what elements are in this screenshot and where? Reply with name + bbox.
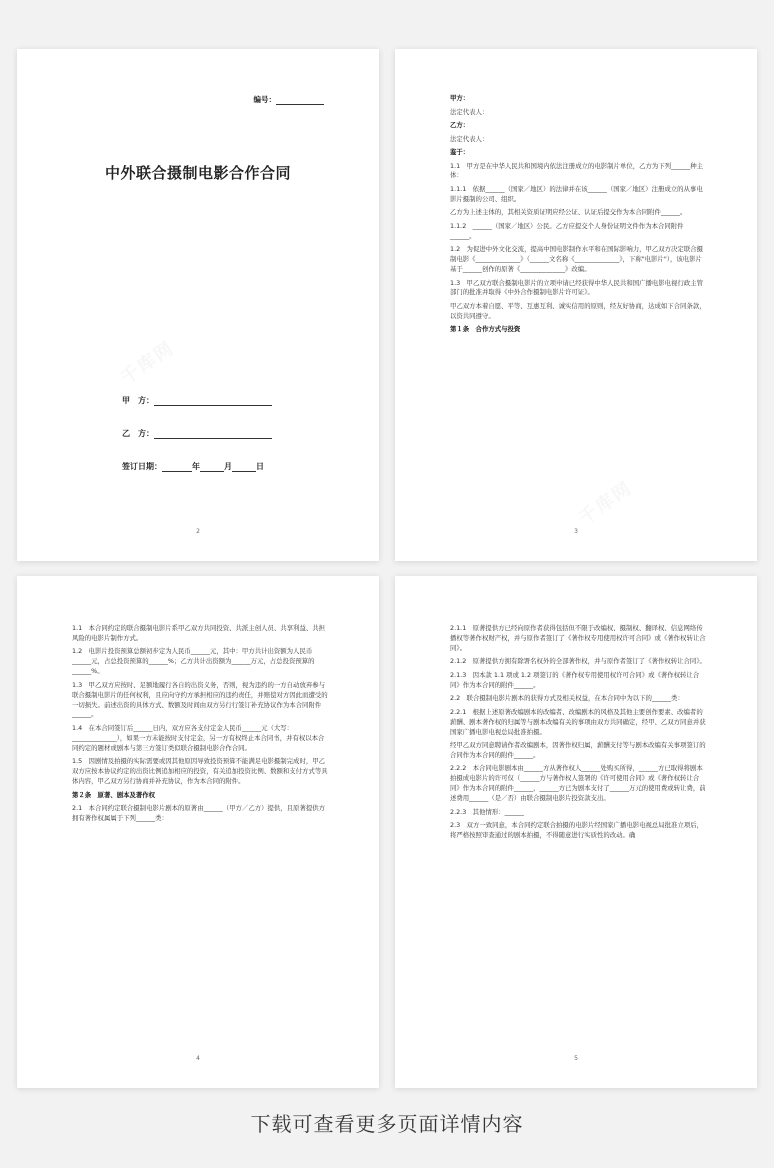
watermark <box>115 334 179 390</box>
clause-paragraph: 2.1 本合同约定联合摄制电影片剧本的原著由______（甲方／乙方）提供，且原著提供方拥有著作权属属于下列______类： <box>72 804 326 822</box>
document-title: 中外联合摄制电影合作合同 <box>105 164 292 182</box>
clause-paragraph: 1.1 本合同约定的联合摄制电影片系甲乙双方共同投资、共派主创人员、共享利益、共担风险的电影片制作方式。 <box>72 624 326 642</box>
clause-paragraph: 经甲乙双方同意聘请作者改编剧本，因著作权归属，薪酬支付等与剧本改编有关事项签订的合同作为本合同的附件______。 <box>450 741 706 759</box>
party-a-row <box>122 395 272 406</box>
section-heading: 第２条 原著、剧本及著作权 <box>72 790 156 799</box>
year-blank <box>162 471 192 472</box>
page-number: 5 <box>574 1055 578 1062</box>
section-heading: 第１条 合作方式与投资 <box>450 325 521 334</box>
section-heading: 鉴于： <box>450 148 470 156</box>
contract-number-blank <box>276 104 324 105</box>
clause-paragraph: 1.4 在本合同签订后______日内，双方应各支付定金人民币______元（大写：______________），如果一方未能按时支付定金，另一方有权终止本合同书，并有权以本合同约定的题材或剧本与第三方签订类似联合摄制电影合作合同。 <box>72 723 325 752</box>
contract-number <box>254 94 325 105</box>
clause-paragraph: 2.2.3 其他情形：______ <box>450 807 524 816</box>
sign-date-row <box>122 461 264 472</box>
download-caption: 下载可查看更多页面详情内容 <box>250 1112 524 1136</box>
clause-paragraph: 2.1.2 原著提供方拥有除署名权外的全部著作权，并与原作者签订了《著作权转让合同》。 <box>450 657 706 666</box>
party-a-blank <box>154 405 272 406</box>
month-blank <box>200 471 224 472</box>
contract-page-4 <box>17 576 379 1088</box>
party-b-row <box>122 428 272 439</box>
sign-date-label: 签订日期： <box>122 462 162 471</box>
clause-paragraph: 2.2.2 本合同电影剧本由______方从著作权人______处购买所得，______方已取得将剧本拍摄成电影片的许可仅（______方与著作权人签署的《许可使用合同》或《著作权转让合同》作为本合同的附件______，______方已为剧本支付了______万元的使用费或转让费，前述费用______（是／否）由联合摄制电影片投资款支出。 <box>450 764 706 803</box>
page-number: 3 <box>574 528 578 535</box>
party-b-label: 乙 方： <box>122 429 154 438</box>
page-number: 2 <box>196 528 200 535</box>
clause-paragraph: 法定代表人： <box>450 134 489 143</box>
page-4-body <box>72 624 329 827</box>
clause-paragraph: 1.5 因剧情及拍摄的实际需要或因其他原因导致投资预算不能满足电影摄制完成时，甲乙双方应按本协议约定的出资比例追加相应的投资，有关追加投资比例、数额和支付方式等具体内容，甲乙双方另行协商并补充协议，作为本合同的附件。 <box>72 757 328 786</box>
section-heading: 甲方： <box>450 94 470 102</box>
contract-page-5 <box>395 576 757 1088</box>
clause-paragraph: 1.3 甲乙双方联合摄制电影片的立项申请已经获得中华人民共和国广播电影电视行政主管部门的批准并取得《中外合作摄制电影片许可证》。 <box>450 278 704 297</box>
contract-number-label: 编号： <box>253 95 276 104</box>
clause-paragraph: 1.3 甲乙双方应按时、足额地履行各自的出资义务，否则，视为违约的一方自动放弃参与联合摄制电影片的任何权利，且应向守约方承担相应的违约责任，并赔偿对方因此而遭受的一切损失。前述出资的具体方式、数额及时间由双方另行行签订补充协议作为本合同附件______。 <box>72 680 328 719</box>
section-heading: 乙方： <box>450 121 470 129</box>
clause-paragraph: 2.1.3 因本款 1.1 项或 1.2 项签订的《著作权专用使用权许可合同》或《著作权转让合同》作为本合同的附件______。 <box>450 670 700 689</box>
month-label: 月 <box>224 462 232 471</box>
clause-paragraph: 2.2 联合摄制电影片剧本的获得方式及相关权益，在本合同中为以下的______类： <box>450 694 684 703</box>
clause-paragraph: 乙方为上述主体的，其相关资质证明应经公证、认证后提交作为本合同附件______。 <box>450 208 687 217</box>
party-b-blank <box>154 438 272 439</box>
page-5-body <box>450 624 707 845</box>
party-a-label: 甲 方： <box>122 396 154 405</box>
watermark <box>573 474 637 530</box>
day-blank <box>232 471 256 472</box>
clause-paragraph: 1.2 为促进中外文化交流，提高中国电影制作水平和在国际影响力，甲乙双方决定联合摄制电影《______________》（______文名称《______________》，下称"电影片"），该电影片基于______创作的原著《______________》改编。 <box>450 245 704 274</box>
clause-paragraph: 1.1.1 依据______（国家／地区）的法律并在该______（国家／地区）注册成立的从事电影片摄制的公司、组织。 <box>450 184 703 203</box>
clause-paragraph: 2.3 双方一致同意，本合同约定联合拍摄的电影片经国家广播电影电视总局批准立项后，将严格按照审查通过的剧本拍摄，不得随意进行实质性的改动。确 <box>450 821 704 840</box>
page-3-body <box>450 94 707 339</box>
page-number: 4 <box>196 1055 200 1062</box>
contract-page-3 <box>395 49 757 561</box>
year-label: 年 <box>192 462 200 471</box>
clause-paragraph: 1.2 电影片投资预算总额初步定为人民币______元，其中：甲方共计出资额为人民币______元，占总投资预算的______%；乙方共计出资额为______万元，占总投资预算的______%。 <box>72 647 315 676</box>
clause-paragraph: 1.1.2 ______（国家／地区）公民。乙方应提交个人身份证明文件作为本合同附件______。 <box>450 221 684 240</box>
clause-paragraph: 2.2.1 根据上述原著改编剧本的改编者、改编剧本的风格及其他主要创作要素、改编者的薪酬、剧本著作权的归属等与剧本改编有关的事项由双方共同确定，经甲、乙双方同意并获国家广播电影电视总局批准拍摄。 <box>450 707 706 736</box>
clause-paragraph: 甲乙双方本着自愿、平等、互惠互利、诚实信用的原则，经友好协商，达成如下合同条款，以资共同遵守。 <box>450 301 706 320</box>
cover-page <box>17 49 379 561</box>
clause-paragraph: 法定代表人： <box>450 107 489 116</box>
day-label: 日 <box>256 462 264 471</box>
clause-paragraph: 1.1 甲方是在中华人民共和国境内依法注册成立的电影制片单位，乙方为下列______种主体： <box>450 161 704 180</box>
clause-paragraph: 2.1.1 原著提供方已经向原作者获得包括但不限于改编权、摄制权、翻译权、信息网络传播权等著作权财产权，并与原作者签订了《著作权专用使用权许可合同》或《著作权转让合同》。 <box>450 624 706 652</box>
